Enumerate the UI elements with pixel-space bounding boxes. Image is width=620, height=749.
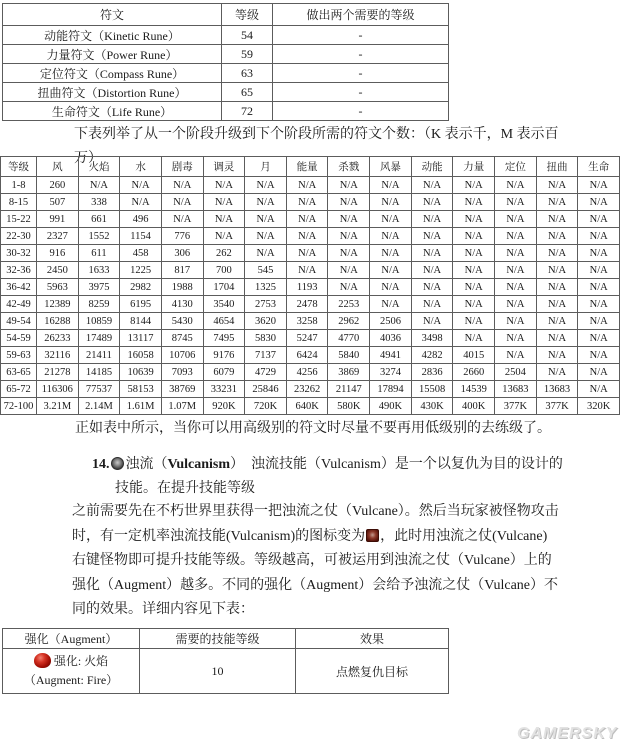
table-cell: 260 <box>37 177 79 194</box>
paragraph-line: 强化（Augment）越多。不同的强化（Augment）会给予浊流之仗（Vulcane）不 <box>72 577 559 593</box>
augment-name-line-2: （Augment: Fire） <box>23 673 119 687</box>
vulcanism-skill-icon <box>111 457 124 470</box>
table-cell: N/A <box>578 177 620 194</box>
table-cell: 2504 <box>495 364 537 381</box>
note-paragraph: 正如表中所示，当你可以用高级别的符文时尽量不要再用低级别的去练级了。 <box>75 421 551 436</box>
table-row <box>3 83 449 102</box>
table-cell: 6424 <box>286 347 328 364</box>
column-header: 效果 <box>296 629 449 649</box>
table-cell: 21411 <box>78 347 120 364</box>
table-cell: 33231 <box>203 381 245 398</box>
table-cell: N/A <box>536 262 578 279</box>
table-cell: 320K <box>578 398 620 415</box>
column-header: 力量 <box>453 157 495 177</box>
table-cell: 72 <box>222 102 273 121</box>
table-row <box>1 228 620 245</box>
augment-name-line-1 <box>3 652 139 671</box>
table-cell: 14185 <box>78 364 120 381</box>
table-cell: 13117 <box>120 330 162 347</box>
table-cell: N/A <box>453 245 495 262</box>
column-header: 调灵 <box>203 157 245 177</box>
table-cell: 77537 <box>78 381 120 398</box>
column-header: 等级 <box>1 157 37 177</box>
table-row <box>3 64 449 83</box>
table-cell: N/A <box>536 364 578 381</box>
table-cell: 116306 <box>37 381 79 398</box>
table-cell: N/A <box>578 313 620 330</box>
table-cell: 扭曲符文（Distortion Rune） <box>3 83 222 102</box>
table-cell: 23262 <box>286 381 328 398</box>
table-cell: 63 <box>222 64 273 83</box>
table-cell: N/A <box>286 262 328 279</box>
column-header: 动能 <box>411 157 453 177</box>
gamersky-watermark: GAMERSKY <box>517 725 618 742</box>
table-cell: 458 <box>120 245 162 262</box>
table-cell: N/A <box>536 177 578 194</box>
table-cell: 5830 <box>245 330 287 347</box>
table-cell: N/A <box>328 262 370 279</box>
table-cell: N/A <box>495 228 537 245</box>
table-cell: N/A <box>453 211 495 228</box>
table-cell: N/A <box>536 194 578 211</box>
paragraph-line: 右键怪物即可提升技能等级。等级越高，可被运用到浊流之仗（Vulcane）上的 <box>72 553 552 569</box>
table-cell: N/A <box>495 245 537 262</box>
table-cell: 430K <box>411 398 453 415</box>
table-cell: 776 <box>161 228 203 245</box>
table-cell: N/A <box>495 279 537 296</box>
table-row <box>1 347 620 364</box>
table-cell: N/A <box>495 330 537 347</box>
table-cell: 262 <box>203 245 245 262</box>
table-cell: N/A <box>453 228 495 245</box>
table-cell: 2506 <box>370 313 412 330</box>
table-cell: N/A <box>536 245 578 262</box>
augment-effect-cell: 点燃复仇目标 <box>296 649 449 694</box>
table-cell: 1325 <box>245 279 287 296</box>
table-cell: N/A <box>245 211 287 228</box>
table-cell: 力量符文（Power Rune） <box>3 45 222 64</box>
table-cell: 30-32 <box>1 245 37 262</box>
table-cell: 7137 <box>245 347 287 364</box>
table-cell: 2253 <box>328 296 370 313</box>
table-cell: 58153 <box>120 381 162 398</box>
table-cell: N/A <box>161 194 203 211</box>
table-row <box>1 296 620 313</box>
table-cell: N/A <box>411 194 453 211</box>
table-cell: 2660 <box>453 364 495 381</box>
table-cell: 10706 <box>161 347 203 364</box>
table-cell: 49-54 <box>1 313 37 330</box>
table-cell: 377K <box>536 398 578 415</box>
section14-title-line-2: 技能。在提升技能等级 <box>115 481 255 496</box>
augment-table <box>2 628 449 694</box>
table-cell: N/A <box>286 177 328 194</box>
table-cell: N/A <box>286 228 328 245</box>
paragraph-line-pre: 时，有一定机率浊流技能(Vulcanism)的图标变为 <box>72 528 366 544</box>
table-cell: N/A <box>203 177 245 194</box>
table-cell: N/A <box>411 245 453 262</box>
table-cell: 36-42 <box>1 279 37 296</box>
table-cell: N/A <box>453 296 495 313</box>
table-cell: - <box>273 102 449 121</box>
table-cell: N/A <box>203 228 245 245</box>
table-cell: N/A <box>203 194 245 211</box>
table-cell: N/A <box>578 296 620 313</box>
table-row <box>1 177 620 194</box>
table-cell: N/A <box>245 245 287 262</box>
table-row <box>1 211 620 228</box>
column-header: 水 <box>120 157 162 177</box>
table-cell: 8745 <box>161 330 203 347</box>
table-row <box>3 45 449 64</box>
table-cell: N/A <box>370 228 412 245</box>
table-cell: 15508 <box>411 381 453 398</box>
table-cell: N/A <box>120 194 162 211</box>
table-cell: N/A <box>536 347 578 364</box>
table-cell: N/A <box>495 177 537 194</box>
table-row <box>1 279 620 296</box>
table-cell: 3274 <box>370 364 412 381</box>
column-header: 杀戮 <box>328 157 370 177</box>
table-cell: 4130 <box>161 296 203 313</box>
table-cell: 72-100 <box>1 398 37 415</box>
table-cell: 7093 <box>161 364 203 381</box>
table-cell: 1225 <box>120 262 162 279</box>
table-cell: 2753 <box>245 296 287 313</box>
table-cell: N/A <box>495 262 537 279</box>
table-row <box>1 313 620 330</box>
table-cell: N/A <box>370 245 412 262</box>
table-cell: 65 <box>222 83 273 102</box>
table-row <box>1 330 620 347</box>
table-cell: 1193 <box>286 279 328 296</box>
table-cell: 14539 <box>453 381 495 398</box>
table-cell: 59-63 <box>1 347 37 364</box>
table-cell: 12389 <box>37 296 79 313</box>
table-cell: N/A <box>453 194 495 211</box>
table-cell: N/A <box>328 211 370 228</box>
table-cell: N/A <box>203 211 245 228</box>
table-cell: 13683 <box>495 381 537 398</box>
augment-level-cell: 10 <box>140 649 296 694</box>
table-cell: N/A <box>411 296 453 313</box>
table-cell: 700 <box>203 262 245 279</box>
table-cell: 1-8 <box>1 177 37 194</box>
table-cell: 63-65 <box>1 364 37 381</box>
table-cell: 5430 <box>161 313 203 330</box>
table-cell: N/A <box>495 211 537 228</box>
table-row <box>3 26 449 45</box>
table-cell: N/A <box>370 279 412 296</box>
table-cell: 991 <box>37 211 79 228</box>
table-cell: 920K <box>203 398 245 415</box>
table-cell: 5963 <box>37 279 79 296</box>
table-cell: 507 <box>37 194 79 211</box>
table-cell: 377K <box>495 398 537 415</box>
table-cell: 661 <box>78 211 120 228</box>
table-cell: N/A <box>370 177 412 194</box>
table-cell: N/A <box>536 228 578 245</box>
table-cell: 10859 <box>78 313 120 330</box>
table-cell: 4770 <box>328 330 370 347</box>
table-cell: 1633 <box>78 262 120 279</box>
table-cell: N/A <box>328 177 370 194</box>
table-cell: 3.21M <box>37 398 79 415</box>
table-cell: N/A <box>161 177 203 194</box>
table-cell: N/A <box>245 194 287 211</box>
augment-fire-icon <box>34 653 51 668</box>
table-cell: 2836 <box>411 364 453 381</box>
table-cell: N/A <box>370 262 412 279</box>
table-cell: N/A <box>411 313 453 330</box>
table-cell: 4036 <box>370 330 412 347</box>
table-cell: 306 <box>161 245 203 262</box>
table-cell: 32-36 <box>1 262 37 279</box>
table-cell: N/A <box>578 194 620 211</box>
table-cell: 580K <box>328 398 370 415</box>
table-cell: N/A <box>495 347 537 364</box>
section14-paragraph <box>72 500 559 623</box>
table-cell: N/A <box>245 228 287 245</box>
table-cell: 1.61M <box>120 398 162 415</box>
section14-title-bold: Vulcanism <box>167 457 231 472</box>
table-cell: 6079 <box>203 364 245 381</box>
augment-name-text: 强化: 火焰 <box>53 654 109 668</box>
table-cell: N/A <box>453 279 495 296</box>
table-cell: 4729 <box>245 364 287 381</box>
column-header: 月 <box>245 157 287 177</box>
table-row <box>3 649 449 694</box>
column-header: 火焰 <box>78 157 120 177</box>
table-cell: N/A <box>245 177 287 194</box>
table-cell: 1.07M <box>161 398 203 415</box>
table-cell: N/A <box>453 177 495 194</box>
table-row <box>1 398 620 415</box>
table-cell: 2478 <box>286 296 328 313</box>
table-cell: - <box>273 45 449 64</box>
table-cell: 17489 <box>78 330 120 347</box>
table-cell: N/A <box>536 313 578 330</box>
table-cell: N/A <box>286 245 328 262</box>
section14-number: 14. <box>92 457 110 472</box>
table-cell: N/A <box>78 177 120 194</box>
section14-title-post: ） 浊流技能（Vulcanism）是一个以复仇为目的设计的 <box>230 457 563 472</box>
table-cell: 2962 <box>328 313 370 330</box>
table-cell: - <box>273 83 449 102</box>
table-row <box>1 194 620 211</box>
table-cell: 1154 <box>120 228 162 245</box>
paragraph-line: 之前需要先在不朽世界里获得一把浊流之仗（Vulcane）。然后当玩家被怪物攻击 <box>72 504 559 519</box>
augment-table-header-row <box>3 629 449 649</box>
table-cell: 4282 <box>411 347 453 364</box>
column-header: 剧毒 <box>161 157 203 177</box>
table-cell: 13683 <box>536 381 578 398</box>
table-cell: N/A <box>453 313 495 330</box>
table-cell: 3498 <box>411 330 453 347</box>
table-cell: 1988 <box>161 279 203 296</box>
table-row <box>3 102 449 121</box>
table-cell: 611 <box>78 245 120 262</box>
table-cell: N/A <box>370 194 412 211</box>
table-cell: 490K <box>370 398 412 415</box>
table-cell: 2450 <box>37 262 79 279</box>
table-row <box>1 364 620 381</box>
table-cell: N/A <box>411 211 453 228</box>
column-header: 扭曲 <box>536 157 578 177</box>
table-cell: 1552 <box>78 228 120 245</box>
table-cell: N/A <box>120 177 162 194</box>
table-cell: N/A <box>495 296 537 313</box>
table-cell: 8144 <box>120 313 162 330</box>
column-header: 需要的技能等级 <box>140 629 296 649</box>
column-header: 风暴 <box>370 157 412 177</box>
column-header: 定位 <box>495 157 537 177</box>
table-cell: - <box>273 26 449 45</box>
section14-title-pre: 浊流（ <box>125 457 168 472</box>
table-cell: N/A <box>536 296 578 313</box>
table-cell: 6195 <box>120 296 162 313</box>
table-cell: 2982 <box>120 279 162 296</box>
table-cell: 4256 <box>286 364 328 381</box>
column-header: 风 <box>37 157 79 177</box>
table-cell: 496 <box>120 211 162 228</box>
table-cell: N/A <box>495 313 537 330</box>
table-cell: 59 <box>222 45 273 64</box>
table-cell: N/A <box>453 330 495 347</box>
table-cell: 7495 <box>203 330 245 347</box>
table-cell: 400K <box>453 398 495 415</box>
table-cell: N/A <box>578 279 620 296</box>
rune-level-table-header-row <box>3 4 449 26</box>
table-cell: N/A <box>328 245 370 262</box>
table-cell: 21147 <box>328 381 370 398</box>
section14-title-line <box>92 456 563 473</box>
table-cell: 338 <box>78 194 120 211</box>
table-cell: N/A <box>370 296 412 313</box>
table-cell: 640K <box>286 398 328 415</box>
column-header: 等级 <box>222 4 273 26</box>
table-cell: 8-15 <box>1 194 37 211</box>
table-cell: N/A <box>411 279 453 296</box>
table-cell: N/A <box>578 381 620 398</box>
intro-paragraph-line-1: 下表列举了从一个阶段升级到下个阶段所需的符文个数：（K 表示千，M 表示百 <box>74 127 559 142</box>
table-cell: N/A <box>328 194 370 211</box>
table-cell: 9176 <box>203 347 245 364</box>
column-header: 能量 <box>286 157 328 177</box>
table-cell: 21278 <box>37 364 79 381</box>
table-cell: 17894 <box>370 381 412 398</box>
table-cell: - <box>273 64 449 83</box>
table-cell: 16288 <box>37 313 79 330</box>
table-cell: 916 <box>37 245 79 262</box>
table-cell: N/A <box>453 262 495 279</box>
table-cell: N/A <box>495 194 537 211</box>
column-header: 生命 <box>578 157 620 177</box>
table-cell: 26233 <box>37 330 79 347</box>
table-cell: N/A <box>411 262 453 279</box>
table-cell: 3258 <box>286 313 328 330</box>
rune-level-table <box>2 3 449 121</box>
table-cell: N/A <box>286 194 328 211</box>
table-cell: N/A <box>370 211 412 228</box>
table-cell: 3540 <box>203 296 245 313</box>
table-cell: N/A <box>578 347 620 364</box>
table-cell: 817 <box>161 262 203 279</box>
table-cell: 2.14M <box>78 398 120 415</box>
table-cell: 16058 <box>120 347 162 364</box>
paragraph-line: 同的效果。详细内容见下表： <box>72 602 254 618</box>
table-cell: 25846 <box>245 381 287 398</box>
table-cell: 3975 <box>78 279 120 296</box>
table-cell: N/A <box>578 330 620 347</box>
table-cell: 2327 <box>37 228 79 245</box>
table-row <box>1 262 620 279</box>
vulcanism-active-icon <box>366 529 379 542</box>
table-cell: N/A <box>536 330 578 347</box>
table-cell: 4015 <box>453 347 495 364</box>
column-header: 强化（Augment） <box>3 629 140 649</box>
table-cell: N/A <box>578 245 620 262</box>
table-cell: N/A <box>536 279 578 296</box>
table-cell: N/A <box>578 262 620 279</box>
table-cell: N/A <box>536 211 578 228</box>
table-cell: 5840 <box>328 347 370 364</box>
table-cell: 65-72 <box>1 381 37 398</box>
table-cell: 4654 <box>203 313 245 330</box>
table-cell: 1704 <box>203 279 245 296</box>
table-cell: 720K <box>245 398 287 415</box>
table-row <box>1 245 620 262</box>
table-cell: 15-22 <box>1 211 37 228</box>
column-header: 做出两个需要的等级 <box>273 4 449 26</box>
rune-cost-table-header-row <box>1 157 620 177</box>
table-cell: 38769 <box>161 381 203 398</box>
paragraph-line-post: ，此时用浊流之仗(Vulcane) <box>380 528 548 544</box>
table-cell: N/A <box>578 228 620 245</box>
table-cell: 10639 <box>120 364 162 381</box>
table-cell: N/A <box>578 211 620 228</box>
table-cell: 545 <box>245 262 287 279</box>
intro-paragraph-line-2: 万） <box>74 151 102 166</box>
table-cell: 4941 <box>370 347 412 364</box>
paragraph-line <box>72 525 559 550</box>
table-cell: N/A <box>411 228 453 245</box>
rune-cost-table <box>0 156 620 415</box>
table-cell: 3620 <box>245 313 287 330</box>
table-cell: N/A <box>411 177 453 194</box>
table-cell: 32116 <box>37 347 79 364</box>
table-cell: 54-59 <box>1 330 37 347</box>
augment-name-cell <box>3 649 140 694</box>
table-cell: N/A <box>161 211 203 228</box>
table-cell: N/A <box>578 364 620 381</box>
table-cell: 动能符文（Kinetic Rune） <box>3 26 222 45</box>
table-cell: N/A <box>286 211 328 228</box>
table-cell: 22-30 <box>1 228 37 245</box>
table-cell: 42-49 <box>1 296 37 313</box>
table-cell: 54 <box>222 26 273 45</box>
table-cell: N/A <box>328 228 370 245</box>
table-cell: 5247 <box>286 330 328 347</box>
table-row <box>1 381 620 398</box>
table-cell: 3869 <box>328 364 370 381</box>
column-header: 符文 <box>3 4 222 26</box>
table-cell: N/A <box>328 279 370 296</box>
table-cell: 定位符文（Compass Rune） <box>3 64 222 83</box>
table-cell: 8259 <box>78 296 120 313</box>
table-cell: 生命符文（Life Rune） <box>3 102 222 121</box>
